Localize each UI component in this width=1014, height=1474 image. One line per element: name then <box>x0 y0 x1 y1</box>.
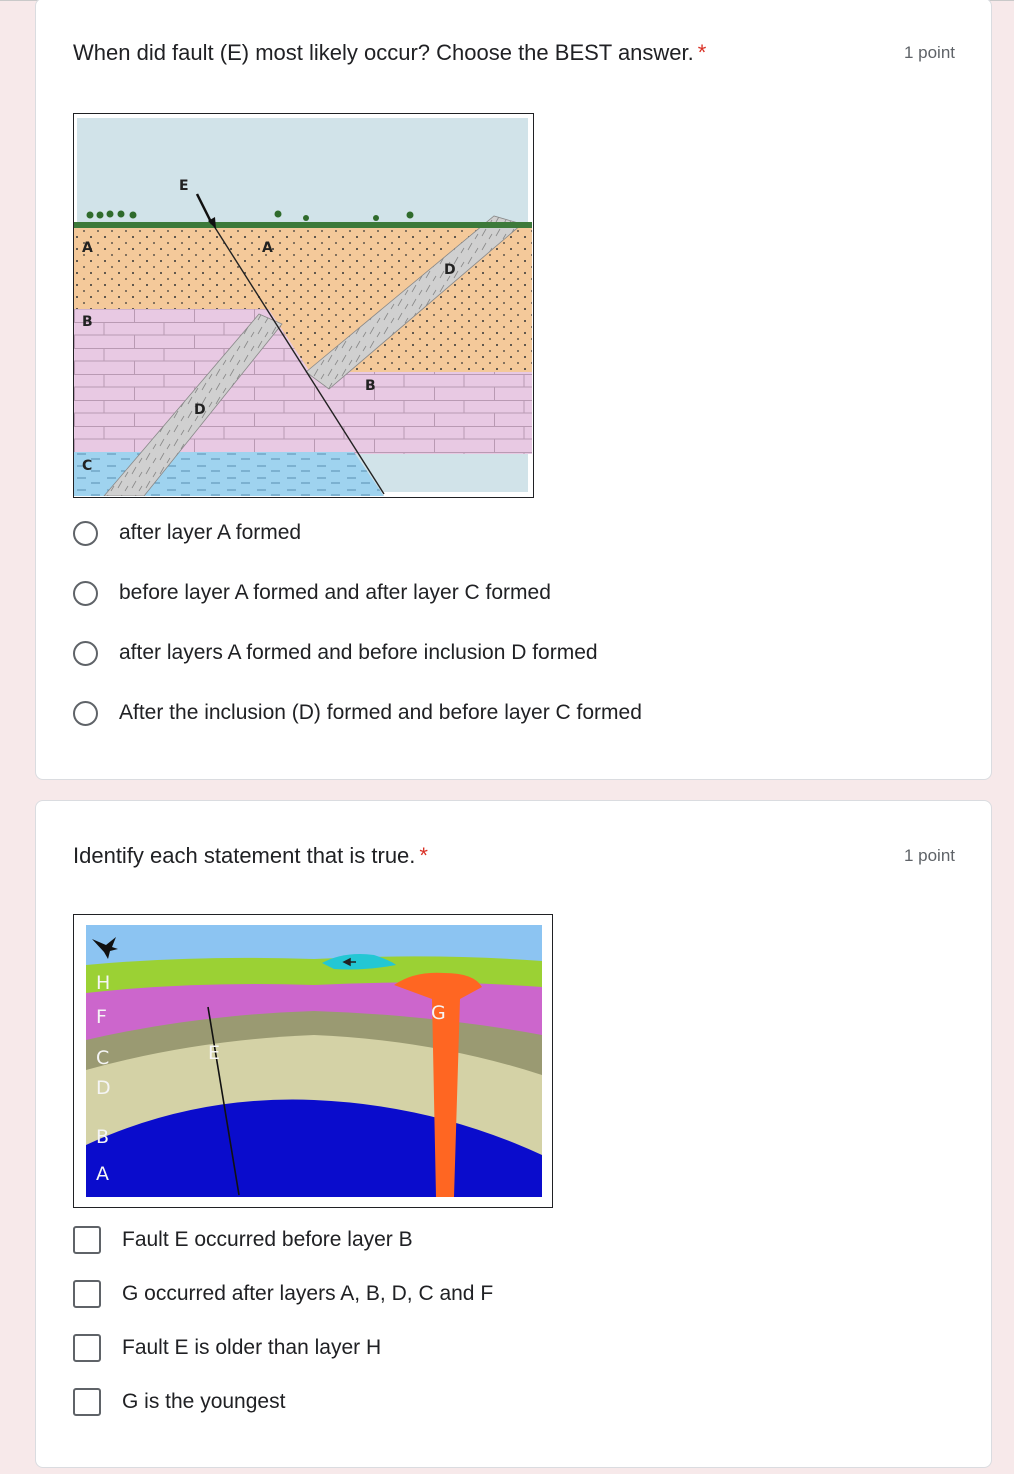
option-row[interactable] <box>73 1331 381 1365</box>
option-row[interactable] <box>73 636 598 670</box>
option-label[interactable]: After the inclusion (D) formed and before layer C formed <box>119 701 642 724</box>
option-row[interactable] <box>73 1277 493 1311</box>
geology-layers-image <box>73 914 553 1208</box>
option-label[interactable]: G occurred after layers A, B, D, C and F <box>122 1282 494 1305</box>
required-asterisk: * <box>697 40 707 65</box>
label-a: A <box>96 1163 109 1185</box>
label-c: C <box>82 458 93 474</box>
checkbox[interactable] <box>73 1226 101 1254</box>
option-label[interactable]: G is the youngest <box>122 1390 286 1413</box>
option-row[interactable] <box>73 516 301 550</box>
option-label[interactable]: Fault E is older than layer H <box>122 1336 382 1359</box>
points-label: 1 point <box>903 43 955 62</box>
option-label[interactable]: after layers A formed and before inclusion D formed <box>119 641 598 664</box>
radio-button[interactable] <box>73 581 98 606</box>
label-d: D <box>96 1077 111 1099</box>
label-c: C <box>96 1047 110 1069</box>
required-asterisk: * <box>419 843 428 868</box>
cross-section-figure-2 <box>74 915 551 1206</box>
checkbox[interactable] <box>73 1280 101 1308</box>
option-row[interactable] <box>73 696 642 730</box>
option-label[interactable]: after layer A formed <box>119 521 302 544</box>
option-label[interactable]: before layer A formed and after layer C formed <box>119 581 551 604</box>
label-e: E <box>179 178 189 194</box>
option-label[interactable]: Fault E occurred before layer B <box>122 1228 413 1251</box>
label-h: H <box>96 972 111 994</box>
label-b-left: B <box>82 314 93 330</box>
points-label: 1 point <box>903 846 955 865</box>
option-row[interactable] <box>73 576 551 610</box>
label-e: E <box>208 1042 221 1064</box>
option-row[interactable] <box>73 1223 413 1257</box>
checkbox[interactable] <box>73 1388 101 1416</box>
label-d-upper: D <box>444 262 456 278</box>
label-b-right: B <box>365 378 376 394</box>
label-f: F <box>96 1006 107 1028</box>
label-g: G <box>431 1002 446 1024</box>
cross-section-figure-1 <box>74 114 532 496</box>
question-card-2 <box>35 800 992 1468</box>
label-d-lower: D <box>194 402 206 418</box>
radio-button[interactable] <box>73 521 98 546</box>
label-b: B <box>96 1126 110 1148</box>
radio-button[interactable] <box>73 701 98 726</box>
question-title: Identify each statement that is true. * <box>73 843 428 868</box>
label-a-right: A <box>262 240 273 256</box>
option-row[interactable] <box>73 1385 285 1419</box>
question-title: When did fault (E) most likely occur? Choose the BEST answer. * <box>73 40 707 65</box>
label-a-left: A <box>82 240 93 256</box>
question-card-1 <box>35 0 992 780</box>
checkbox[interactable] <box>73 1334 101 1362</box>
geology-cross-section-image <box>73 113 534 498</box>
radio-button[interactable] <box>73 641 98 666</box>
